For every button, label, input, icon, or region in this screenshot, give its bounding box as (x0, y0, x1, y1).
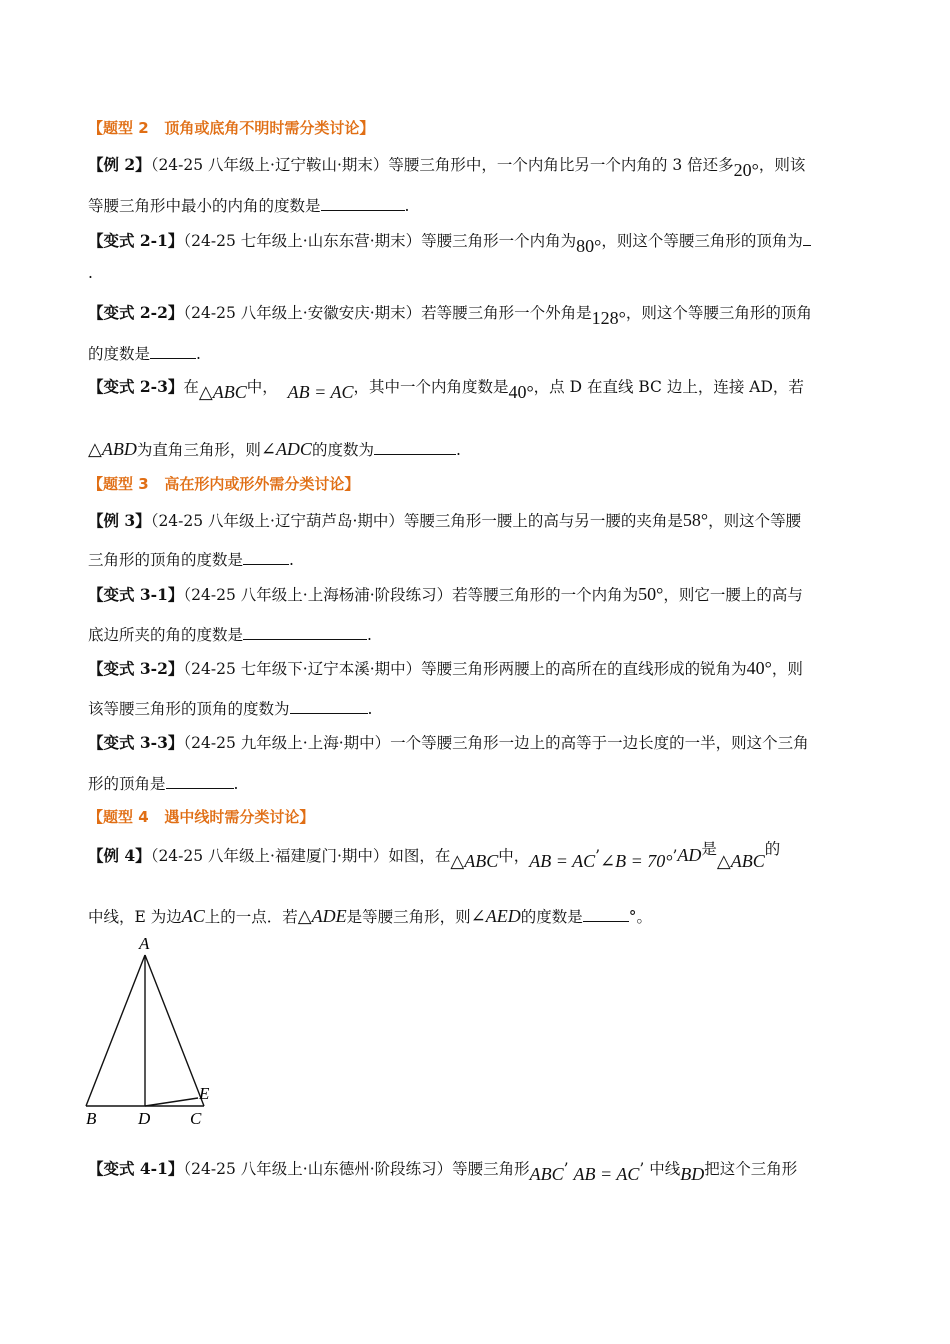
label-d: D (138, 1109, 151, 1128)
triangle-abc: △ABC (198, 382, 247, 402)
example-4-line-1: 【例 4】（24-25 八年级上·福建厦门·期中）如图，在△ABC中，AB = AC’∠B = 70°’AD是△ABC的 (88, 840, 781, 871)
answer-blank[interactable] (583, 905, 629, 922)
angle-value: 80° (576, 236, 602, 256)
variant-3-3-line-2: 形的顶角是 . (88, 772, 238, 794)
source: （24-25 八年级上·辽宁葫芦岛·期中） (150, 512, 404, 530)
side-ac: AC (181, 906, 205, 926)
source: （24-25 九年级上·上海·期中） (183, 734, 391, 752)
answer-blank[interactable] (243, 548, 289, 565)
answer-blank[interactable] (243, 623, 367, 640)
segment-ab (86, 955, 145, 1106)
source: （24-25 八年级上·上海杨浦·阶段练习） (183, 586, 453, 604)
segment-de (145, 1098, 198, 1106)
angle-aed: ∠AED (470, 906, 521, 926)
variant-4-1-line-1: 【变式 4-1】（24-25 八年级上·山东德州·阶段练习）等腰三角形ABC’ AB = AC’ 中线BD把这个三角形 (88, 1159, 798, 1184)
triangle-ade: △ADE (297, 906, 347, 926)
equation-ab-ac: AB = AC (287, 382, 354, 402)
example-4-line-2: 中线，E 为边AC上的一点．若△ADE是等腰三角形，则∠AED的度数是 °。 (88, 906, 652, 926)
example-3-line-2: 三角形的顶角的度数是 . (88, 548, 294, 570)
variant-tag: 【变式 2-2】 (88, 303, 184, 322)
segment-ac (145, 955, 204, 1106)
answer-blank[interactable] (374, 438, 456, 455)
example-3-line-1: 【例 3】（24-25 八年级上·辽宁葫芦岛·期中）等腰三角形一腰上的高与另一腰的夹角是58°，则这个等腰 (88, 510, 802, 530)
variant-tag: 【变式 2-1】 (88, 231, 184, 250)
example-2-line-2: 等腰三角形中最小的内角的度数是 . (88, 194, 409, 216)
variant-tag: 【变式 2-3】 (88, 377, 184, 396)
heading-type-2: 【题型 2 顶角或底角不明时需分类讨论】 (88, 119, 375, 137)
example-tag: 【例 3】 (88, 511, 151, 530)
example-tag: 【例 2】 (88, 155, 151, 174)
source: （24-25 七年级上·山东东营·期末） (183, 232, 422, 250)
triangle-abc-2: △ABC (716, 851, 765, 871)
variant-2-2-line-1: 【变式 2-2】（24-25 八年级上·安徽安庆·期末）若等腰三角形一个外角是128°，则这个等腰三角形的顶角 (88, 303, 812, 328)
label-c: C (190, 1109, 202, 1128)
answer-blank[interactable] (321, 194, 405, 211)
example-tag: 【例 4】 (88, 846, 151, 865)
median-bd: BD (680, 1164, 705, 1184)
label-b: B (86, 1109, 97, 1128)
variant-2-3-line-2: △ABD为直角三角形，则∠ADC的度数为 . (88, 439, 461, 459)
answer-blank[interactable] (290, 697, 368, 714)
variant-3-1-line-1: 【变式 3-1】（24-25 八年级上·上海杨浦·阶段练习）若等腰三角形的一个内角为50°，则它一腰上的高与 (88, 584, 803, 604)
angle-value: 40° (746, 658, 772, 678)
variant-3-2-line-1: 【变式 3-2】（24-25 七年级下·辽宁本溪·期中）等腰三角形两腰上的高所在的直线形成的锐角为40°，则 (88, 658, 803, 678)
angle-b: ∠B = 70° (600, 851, 673, 871)
median-ad: AD (677, 845, 702, 865)
variant-2-1-line-1: 【变式 2-1】（24-25 七年级上·山东东营·期末）等腰三角形一个内角为80°，则这个等腰三角形的顶角为 (88, 229, 811, 251)
variant-tag: 【变式 4-1】 (88, 1159, 184, 1178)
source: （24-25 八年级上·山东德州·阶段练习） (183, 1160, 453, 1178)
triangle-abc: △ABC (450, 851, 499, 871)
source: （24-25 八年级上·安徽安庆·期末） (183, 304, 422, 322)
source: （24-25 八年级上·福建厦门·期中） (150, 847, 389, 865)
angle-value: 58° (682, 510, 709, 530)
variant-2-2-line-2: 的度数是 . (88, 342, 201, 364)
variant-2-1-line-2: . (88, 264, 93, 282)
triangle-abd: △ABD (88, 439, 137, 459)
equation-ab-ac: AB = AC (573, 1164, 640, 1184)
angle-value: 50° (638, 584, 664, 604)
heading-type-4: 【题型 4 遇中线时需分类讨论】 (88, 808, 315, 826)
label-e: E (199, 1084, 210, 1103)
variant-3-3-line-1: 【变式 3-3】（24-25 九年级上·上海·期中）一个等腰三角形一边上的高等于一边长度的一半，则这个三角 (88, 733, 809, 752)
example-2-line-1: 【例 2】（24-25 八年级上·辽宁鞍山·期末）等腰三角形中，一个内角比另一个内角的 3 倍还多20°，则该 (88, 155, 806, 180)
variant-tag: 【变式 3-3】 (88, 733, 184, 752)
triangle-figure (78, 930, 228, 1130)
answer-blank[interactable] (803, 229, 811, 246)
variant-2-3-line-1: 【变式 2-3】在△ABC中， AB = AC，其中一个内角度数是40°，点 D 在直线 BC 边上，连接 AD，若 (88, 377, 804, 402)
variant-tag: 【变式 3-2】 (88, 659, 184, 678)
heading-type-3: 【题型 3 高在形内或形外需分类讨论】 (88, 475, 360, 493)
answer-blank[interactable] (166, 772, 234, 789)
variant-3-2-line-2: 该等腰三角形的顶角的度数为 . (88, 697, 372, 719)
equation-ab-ac: AB = AC (529, 851, 596, 871)
triangle-abc: ABC (529, 1164, 564, 1184)
source: （24-25 七年级下·辽宁本溪·期中） (183, 660, 422, 678)
label-a: A (139, 934, 150, 953)
angle-value: 40° (508, 382, 534, 402)
variant-tag: 【变式 3-1】 (88, 585, 184, 604)
angle-adc: ∠ADC (260, 439, 312, 459)
angle-value: 20° (733, 160, 759, 180)
source: （24-25 八年级上·辽宁鞍山·期末） (150, 156, 389, 174)
angle-value: 128° (591, 308, 626, 328)
answer-blank[interactable] (150, 342, 196, 359)
variant-3-1-line-2: 底边所夹的角的度数是 . (88, 623, 372, 645)
